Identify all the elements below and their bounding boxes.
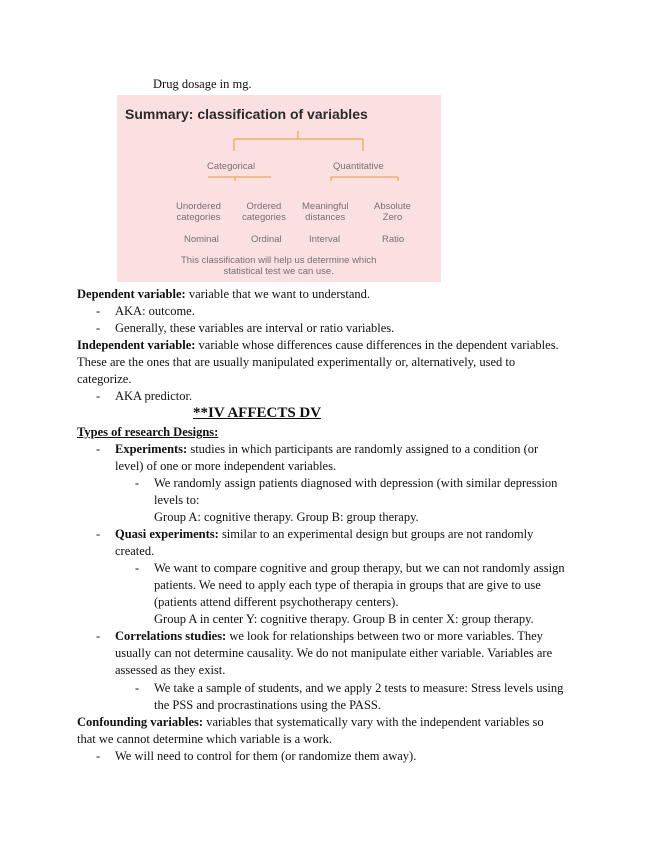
quasi-line-2: created. <box>115 544 155 558</box>
quasi-sub-3: (patients attend different psychotherapy centers). <box>154 595 399 609</box>
dv-bullet-1: AKA: outcome. <box>115 304 195 318</box>
dash: - <box>96 304 101 318</box>
dash: - <box>96 629 101 643</box>
top-line: Drug dosage in mg. <box>153 77 252 91</box>
correlations-definition: Correlations studies: we look for relationships between two or more variables. They <box>115 629 543 643</box>
dash: - <box>96 389 101 403</box>
iv-definition: Independent variable: variable whose differences cause differences in the dependent variables. <box>77 338 559 352</box>
experiments-sub-2: levels to: <box>154 493 200 507</box>
correlations-sub-2: the PSS and procrastinations using the PASS. <box>154 698 381 712</box>
experiments-sub-1: We randomly assign patients diagnosed with depression (with similar depression <box>154 476 558 490</box>
ordinal-label: Ordinal <box>251 234 282 245</box>
absolute-zero: Absolute Zero <box>374 201 411 223</box>
experiments-groups: Group A: cognitive therapy. Group B: group therapy. <box>154 510 419 524</box>
experiments-definition: Experiments: studies in which participants are randomly assigned to a condition (or <box>115 442 539 456</box>
iv-line-3: categorize. <box>77 372 132 386</box>
iv-affects-dv-heading: **IV AFFECTS DV <box>193 405 322 421</box>
nominal-label: Nominal <box>184 234 219 245</box>
types-heading: Types of research Designs: <box>77 425 219 439</box>
dash: - <box>135 681 140 695</box>
meaningful-distances: Meaningful distances <box>302 201 349 223</box>
dash: - <box>96 527 101 541</box>
quantitative-label: Quantitative <box>333 161 384 172</box>
iv-bullet: AKA predictor. <box>115 389 193 403</box>
confounding-line-2: that we cannot determine which variable is a work. <box>77 732 333 746</box>
correlations-line-2: usually can not determine causality. We do not manipulate either variable. Variables are <box>115 646 553 660</box>
dash: - <box>135 476 140 490</box>
dash: - <box>96 321 101 335</box>
interval-label: Interval <box>309 234 341 245</box>
classification-note: This classification will help us determine which statistical test we can use. <box>181 255 377 277</box>
unordered-categories: Unordered categories <box>176 201 221 223</box>
dash: - <box>135 561 140 575</box>
quasi-groups: Group A in center Y: cognitive therapy. Group B in center X: group therapy. <box>154 612 534 626</box>
dash: - <box>96 749 101 763</box>
categorical-label: Categorical <box>207 161 256 172</box>
correlations-sub-1: We take a sample of students, and we apply 2 tests to measure: Stress levels using <box>154 681 564 695</box>
ratio-label: Ratio <box>382 234 405 245</box>
summary-figure <box>117 95 441 282</box>
iv-line-2: These are the ones that are usually manipulated experimentally or, alternatively, used to <box>77 355 516 369</box>
experiments-line-2: level) of one or more independent variables. <box>115 459 337 473</box>
summary-title: Summary: classification of variables <box>125 106 368 122</box>
correlations-line-3: assessed as they exist. <box>115 663 226 677</box>
dv-bullet-2: Generally, these variables are interval or ratio variables. <box>115 321 395 335</box>
dash: - <box>96 442 101 456</box>
quasi-sub-1: We want to compare cognitive and group therapy, but we can not randomly assign <box>154 561 565 575</box>
confounding-definition: Confounding variables: variables that systematically vary with the independent variables so <box>77 715 544 729</box>
quasi-sub-2: patients. We need to apply each type of therapia in groups that are give to use <box>154 578 541 592</box>
classification-tree-lines <box>117 95 441 282</box>
dv-definition: Dependent variable: variable that we want to understand. <box>77 287 371 301</box>
confounding-bullet: We will need to control for them (or randomize them away). <box>115 749 417 763</box>
quasi-definition: Quasi experiments: similar to an experimental design but groups are not randomly <box>115 527 534 541</box>
ordered-categories: Ordered categories <box>242 201 286 223</box>
